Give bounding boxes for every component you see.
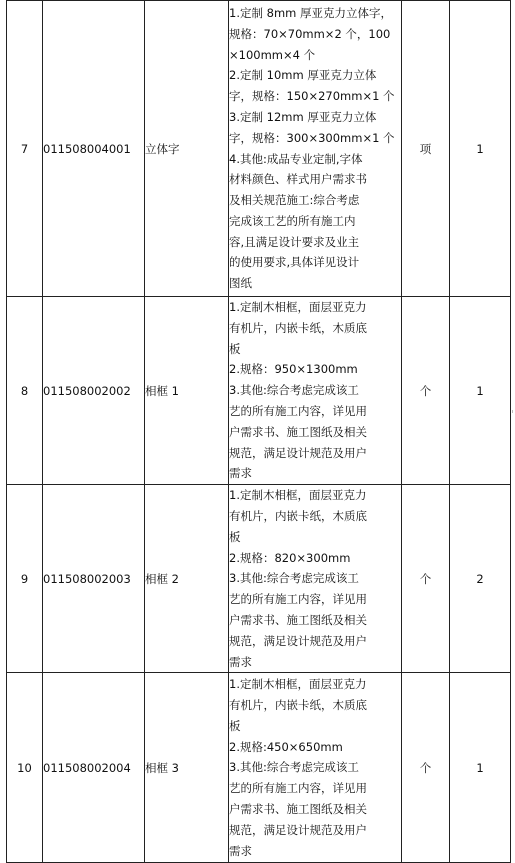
description-line: 1.定制木相框，面层亚克力 [229, 488, 367, 503]
table-row [7, 297, 511, 485]
description-line: 2.规格:450×650mm [229, 739, 343, 754]
description-line: 板 [229, 341, 241, 356]
description-line: 1.定制 8mm 厚亚克力立体字， [229, 5, 393, 20]
description-line: 规范，满足设计规范及用户 [229, 633, 367, 648]
description-line: 户需求书、施工图纸及相关 [229, 424, 367, 439]
description-line: 图纸 [229, 276, 252, 291]
description-line: 2.定制 10mm 厚亚克力立体 [229, 68, 377, 83]
item-name: 立体字 [145, 1, 229, 297]
table-row [7, 673, 511, 863]
description-line: 有机片，内嵌卡纸，木质底 [229, 320, 367, 335]
description-line: 规范，满足设计规范及用户 [229, 822, 367, 837]
row-index: 8 [7, 297, 43, 485]
item-unit: 个 [402, 673, 450, 863]
item-code: 011508002004 [43, 673, 145, 863]
item-code: 011508004001 [43, 1, 145, 297]
item-name: 相框 2 [145, 485, 229, 673]
bill-of-quantities-table [6, 0, 511, 863]
description-line: 的使用要求,具体详见设计 [229, 255, 360, 270]
description-line: 需求 [229, 843, 252, 858]
description-line: ×100mm×4 个 [229, 47, 316, 62]
description-line: 1.定制木相框，面层亚克力 [229, 677, 367, 692]
description-line: 规范，满足设计规范及用户 [229, 445, 367, 460]
description-line: 材料颜色、样式用户需求书 [229, 172, 367, 187]
item-code: 011508002002 [43, 297, 145, 485]
description-line: 板 [229, 529, 241, 544]
description-line: 有机片，内嵌卡纸，木质底 [229, 508, 367, 523]
description-line: 字，规格：300×300mm×1 个 [229, 130, 395, 145]
item-description [229, 485, 402, 673]
description-line: 2.规格：950×1300mm [229, 362, 358, 377]
item-description [229, 297, 402, 485]
description-line: 艺的所有施工内容，详见用 [229, 403, 367, 418]
row-index: 7 [7, 1, 43, 297]
description-line: 3.其他:综合考虑完成该工 [229, 760, 359, 775]
description-line: 艺的所有施工内容，详见用 [229, 592, 367, 607]
item-unit: 个 [402, 297, 450, 485]
description-line: 3.定制 12mm 厚亚克力立体 [229, 109, 377, 124]
description-line: 需求 [229, 466, 252, 481]
item-code: 011508002003 [43, 485, 145, 673]
description-line: 户需求书、施工图纸及相关 [229, 802, 367, 817]
item-description [229, 673, 402, 863]
item-name: 相框 3 [145, 673, 229, 863]
item-quantity: 2 [450, 485, 511, 673]
description-line: 板 [229, 718, 241, 733]
item-unit: 项 [402, 1, 450, 297]
description-line: 3.其他:综合考虑完成该工 [229, 383, 359, 398]
description-line: 有机片，内嵌卡纸，木质底 [229, 698, 367, 713]
description-line: 2.规格：820×300mm [229, 550, 351, 565]
row-index: 10 [7, 673, 43, 863]
table-row [7, 1, 511, 297]
table-row [7, 485, 511, 673]
item-name: 相框 1 [145, 297, 229, 485]
description-line: 规格：70×70mm×2 个，100 [229, 26, 391, 41]
description-line: 4.其他:成品专业定制,字体 [229, 151, 363, 166]
item-quantity: 1 [450, 1, 511, 297]
description-line: 完成该工艺的所有施工内 [229, 213, 356, 228]
description-line: 户需求书、施工图纸及相关 [229, 612, 367, 627]
item-unit: 个 [402, 485, 450, 673]
description-line: 容,且满足设计要求及业主 [229, 234, 360, 249]
description-line: 字，规格：150×270mm×1 个 [229, 89, 395, 104]
item-quantity: 1 [450, 673, 511, 863]
row-index: 9 [7, 485, 43, 673]
description-line: 艺的所有施工内容，详见用 [229, 781, 367, 796]
scan-mark [512, 410, 513, 413]
item-quantity: 1 [450, 297, 511, 485]
description-line: 3.其他:综合考虑完成该工 [229, 571, 359, 586]
description-line: 1.定制木相框，面层亚克力 [229, 300, 367, 314]
item-description [229, 1, 402, 297]
description-line: 需求 [229, 654, 252, 669]
description-line: 及相关规范施工:综合考虑 [229, 193, 360, 208]
